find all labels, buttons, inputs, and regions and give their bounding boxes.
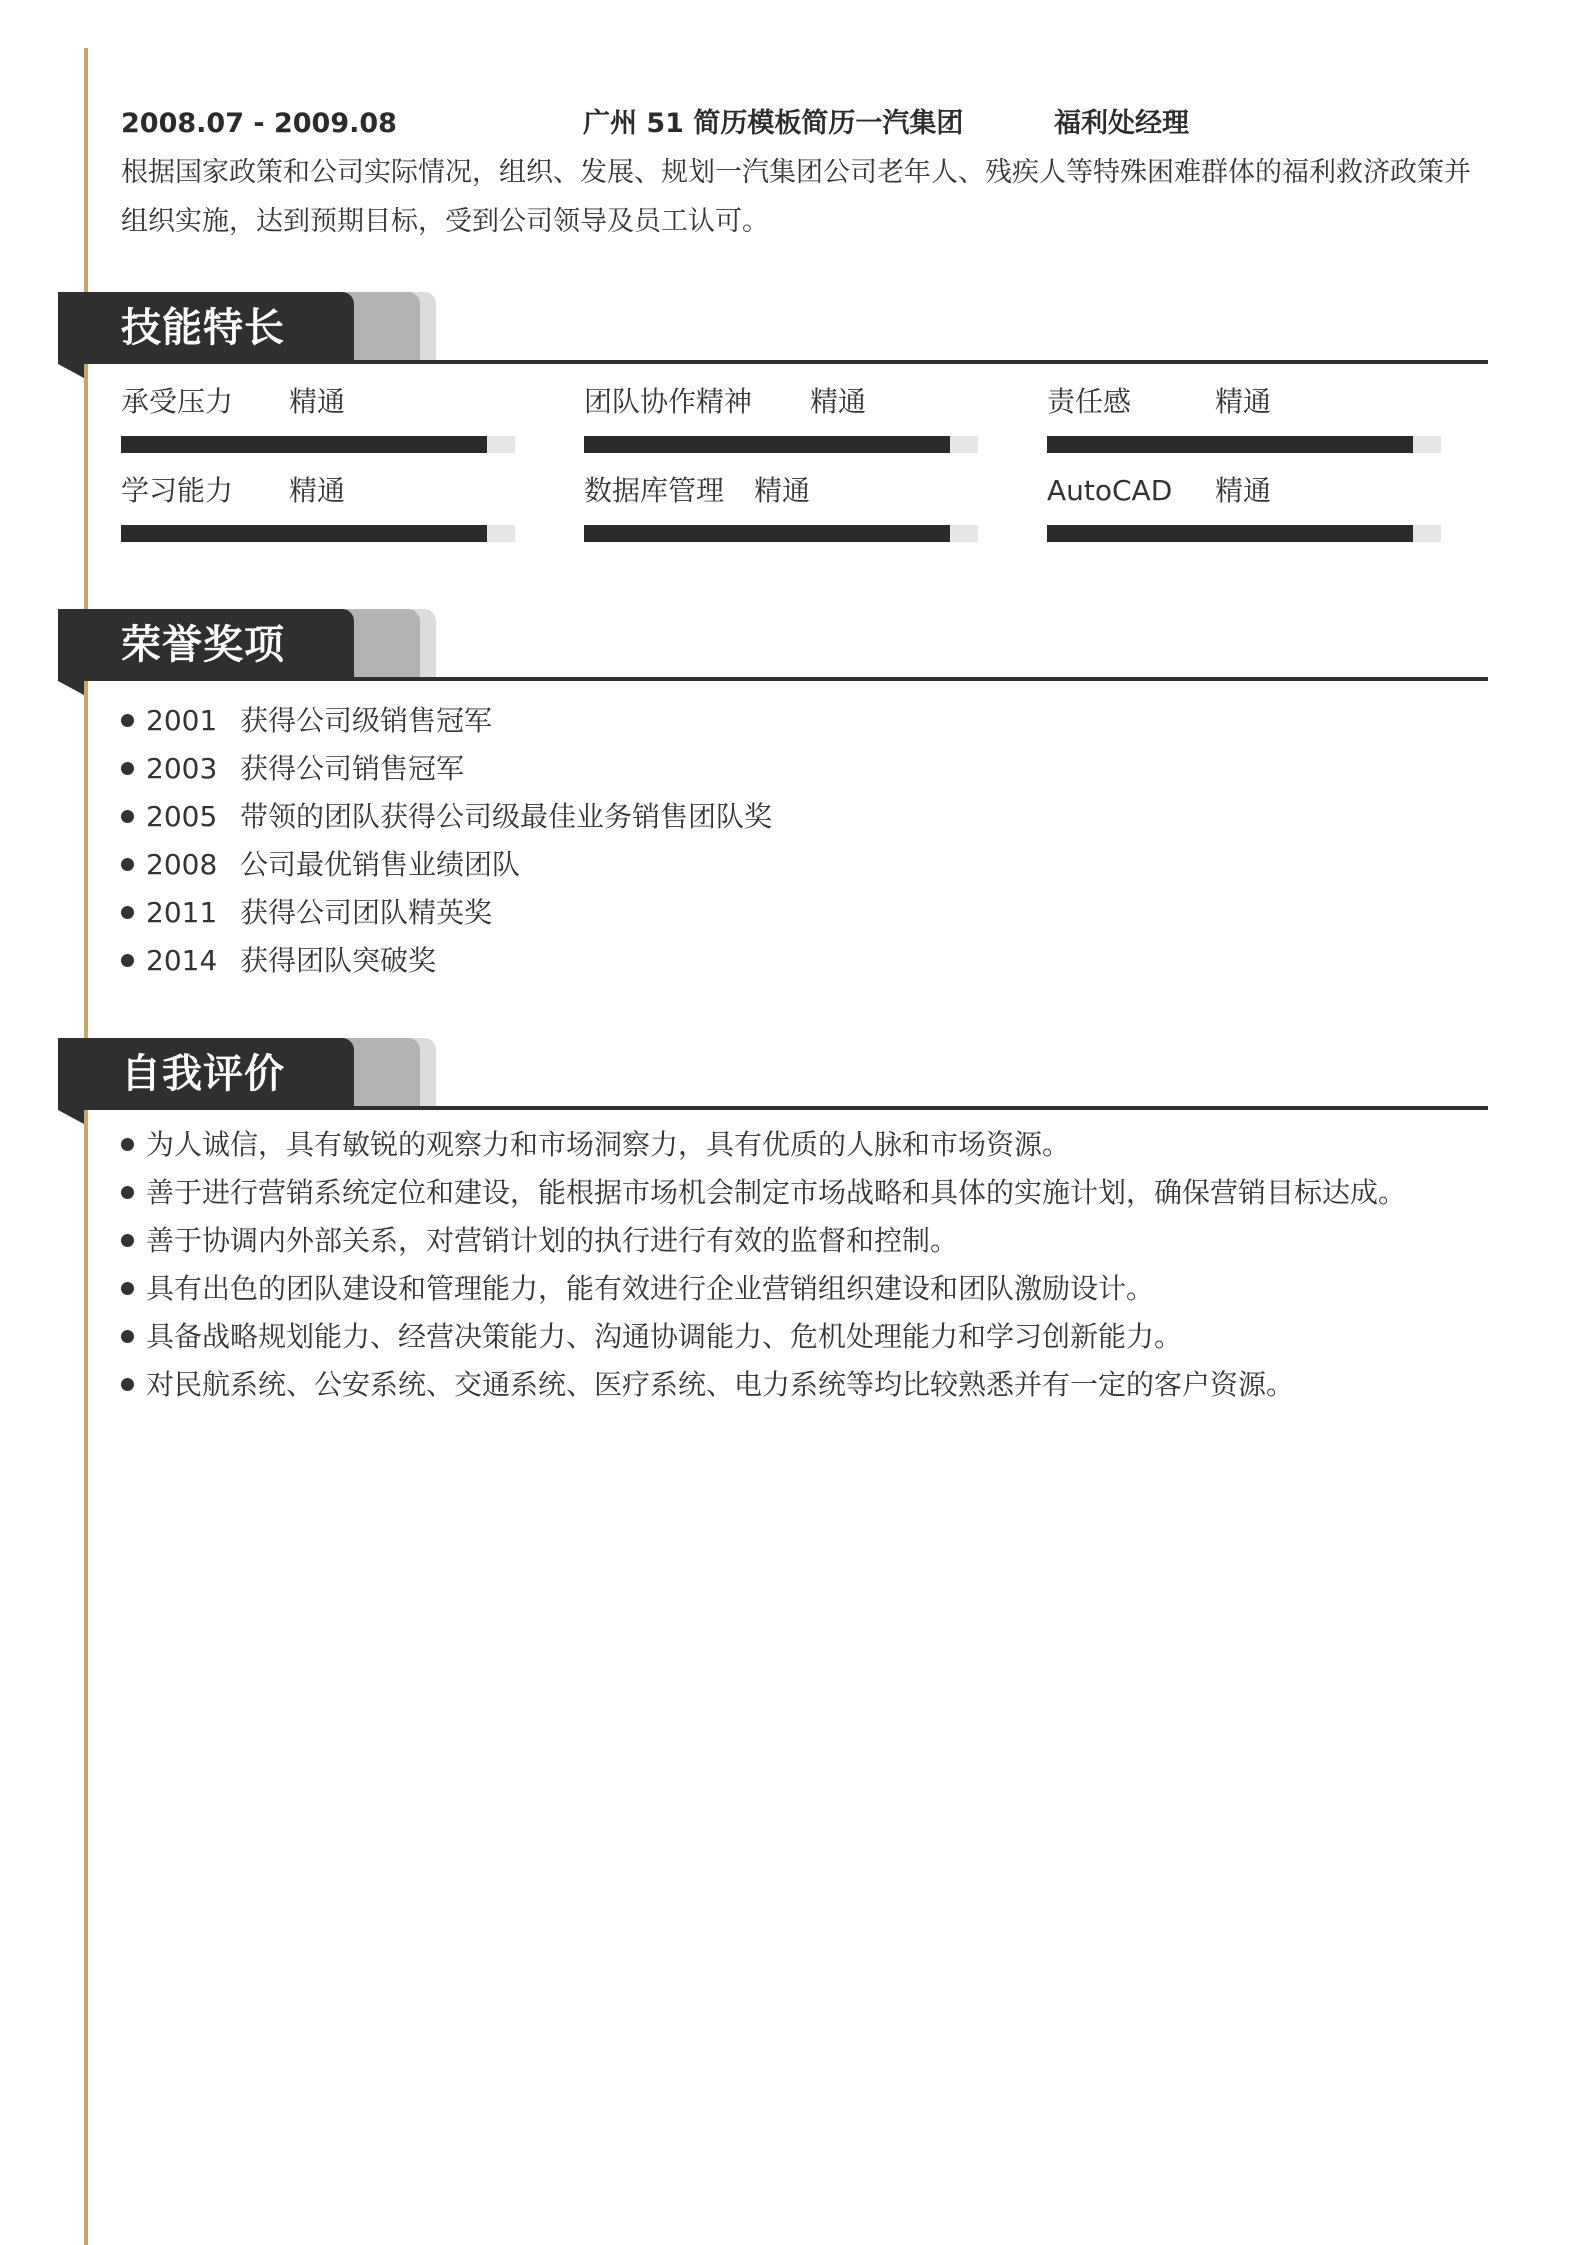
bullet-icon [121,1282,134,1295]
section-header-awards [58,609,1488,695]
skill-item [121,382,515,462]
section-header-box [58,292,354,364]
skill-item [584,471,978,551]
section-title: 技能特长 [121,305,285,351]
awards-list [121,697,772,985]
skill-name: AutoCAD [1047,474,1173,507]
skill-item [121,471,515,551]
evaluation-text: 善于协调内外部关系，对营销计划的执行进行有效的监督和控制。 [146,1224,959,1257]
bullet-icon [121,762,134,775]
bullet-icon [121,714,134,727]
evaluation-text: 善于进行营销系统定位和建设，能根据市场机会制定市场战略和具体的实施计划，确保营销目标达成。 [146,1176,1407,1209]
award-item [121,793,772,841]
work-company: 广州 51 简历模板简历一汽集团 [583,108,964,139]
skill-bar-fill [1047,525,1413,542]
bullet-icon [121,1186,134,1199]
award-year: 2011 [146,896,218,929]
section-divider [354,677,1488,681]
skill-bar-track [584,525,978,542]
bullet-icon [121,810,134,823]
skill-name: 承受压力 [121,385,234,418]
skill-bar-track [121,525,515,542]
evaluation-item [121,1313,1406,1361]
section-title: 荣誉奖项 [121,622,285,668]
skill-bar-fill [1047,436,1413,453]
skill-bar-fill [121,525,487,542]
section-header-skills [58,292,1488,378]
evaluation-item [121,1361,1406,1409]
skill-name: 数据库管理 [584,474,725,507]
skill-level: 精通 [1215,474,1272,507]
skill-item [1047,382,1441,462]
award-text: 获得公司团队精英奖 [240,896,493,929]
skill-bar-track [584,436,978,453]
skill-level: 精通 [289,474,346,507]
award-item [121,697,772,745]
skill-name: 学习能力 [121,474,234,507]
bullet-icon [121,858,134,871]
evaluation-text: 对民航系统、公安系统、交通系统、医疗系统、电力系统等均比较熟悉并有一定的客户资源。 [146,1368,1295,1401]
evaluation-item [121,1265,1406,1313]
bullet-icon [121,1138,134,1151]
award-year: 2003 [146,752,218,785]
skill-level: 精通 [810,385,867,418]
evaluation-item [121,1169,1406,1217]
work-period: 2008.07 - 2009.08 [121,108,397,139]
award-text: 带领的团队获得公司级最佳业务销售团队奖 [240,800,773,833]
section-divider [354,1106,1488,1110]
skill-bar-fill [584,436,950,453]
section-header-box [58,1038,354,1110]
award-text: 获得团队突破奖 [240,944,437,977]
work-title: 福利处经理 [1054,108,1189,139]
skill-bar-fill [584,525,950,542]
section-header-evaluation [58,1038,1488,1124]
award-text: 获得公司级销售冠军 [240,704,493,737]
award-item [121,841,772,889]
evaluation-text: 具有出色的团队建设和管理能力，能有效进行企业营销组织建设和团队激励设计。 [146,1272,1155,1305]
bullet-icon [121,906,134,919]
award-year: 2005 [146,800,218,833]
skill-bar-track [121,436,515,453]
award-year: 2008 [146,848,218,881]
evaluation-text: 具备战略规划能力、经营决策能力、沟通协调能力、危机处理能力和学习创新能力。 [146,1320,1183,1353]
award-year: 2014 [146,944,218,977]
skill-bar-track [1047,436,1441,453]
section-divider [354,360,1488,364]
evaluation-item [121,1217,1406,1265]
work-entry-header [121,104,1501,144]
evaluation-text: 为人诚信，具有敏锐的观察力和市场洞察力，具有优质的人脉和市场资源。 [146,1128,1071,1161]
skill-level: 精通 [754,474,811,507]
award-year: 2001 [146,704,218,737]
section-header-box [58,609,354,681]
bullet-icon [121,1378,134,1391]
skill-level: 精通 [289,385,346,418]
award-text: 公司最优销售业绩团队 [240,848,521,881]
skill-name: 团队协作精神 [584,385,753,418]
work-description: 根据国家政策和公司实际情况，组织、发展、规划一汽集团公司老年人、残疾人等特殊困难群体的福利救济政策并组织实施，达到预期目标，受到公司领导及员工认可。 [121,157,1471,237]
skill-level: 精通 [1215,385,1272,418]
section-title: 自我评价 [121,1051,285,1097]
skill-name: 责任感 [1047,385,1132,418]
skill-bar-track [1047,525,1441,542]
bullet-icon [121,1234,134,1247]
bullet-icon [121,1330,134,1343]
evaluation-item [121,1121,1406,1169]
award-item [121,889,772,937]
evaluation-list [121,1121,1406,1409]
award-text: 获得公司销售冠军 [240,752,465,785]
bullet-icon [121,954,134,967]
award-item [121,745,772,793]
skill-item [584,382,978,462]
skill-bar-fill [121,436,487,453]
award-item [121,937,772,985]
skill-item [1047,471,1441,551]
